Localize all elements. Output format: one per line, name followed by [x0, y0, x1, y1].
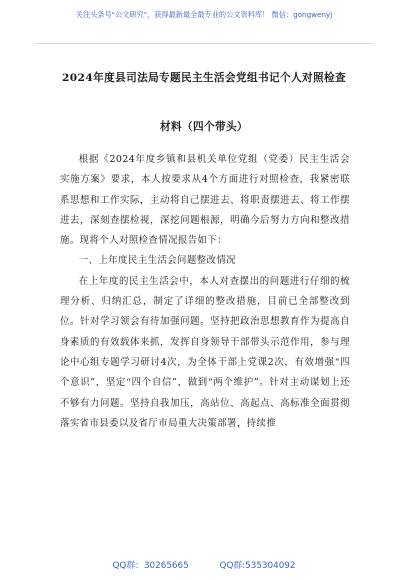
footer-qq-group-2: QQ群:535304092 [219, 561, 296, 571]
footer [0, 558, 408, 571]
header-banner: 关注头条号"公文研究"，获得最新最全最专业的公文资料库！ 微信：gongwenyj [75, 10, 333, 19]
footer-qq-group-1: QQ群：30265665 [112, 561, 189, 571]
body-paragraph: 在上年度的民主生活会中，本人对查摆出的问题进行仔细的梳理分析、归纳汇总，制定了详细的整改措施，目前已全部整改到位。针对学习领会有待加强问题。坚持把政治思想教育作为提高自身素质的有效载体来抓，发挥自身领导干部带头示范作用，参与理论中心组专题学习研讨4次，为全体干部上党课2次，有效增强“四个意识”，坚定“四个自信”，做到“两个维护”。针对主动谋划上还不够有力问题。坚持自我加压，高站位、高起点、高标准全面贯彻落实省市县委以及省厅市局重大决策部署，持续推 [60, 275, 350, 429]
intro-paragraph: 根据《2024年度乡镇和县机关单位党组（党委）民主生活会实施方案》要求，本人按要求从4个方面进行对照检查，我紧密联系思想和工作实际，主动将自己摆进去、将职责摆进去、将工作摆进去，深刻查摆检视，深挖问题根源，明确今后努力方向和整改措施。现将个人对照检查情况报告如下： [60, 154, 350, 247]
document-body [60, 150, 350, 434]
header-divider [34, 43, 374, 44]
document-title: 2024年度县司法局专题民主生活会党组书记个人对照检查 [62, 72, 346, 84]
section-heading: 一、上年度民主生活会问题整改情况 [78, 255, 236, 267]
document-subtitle: 材料（四个带头） [160, 121, 248, 133]
